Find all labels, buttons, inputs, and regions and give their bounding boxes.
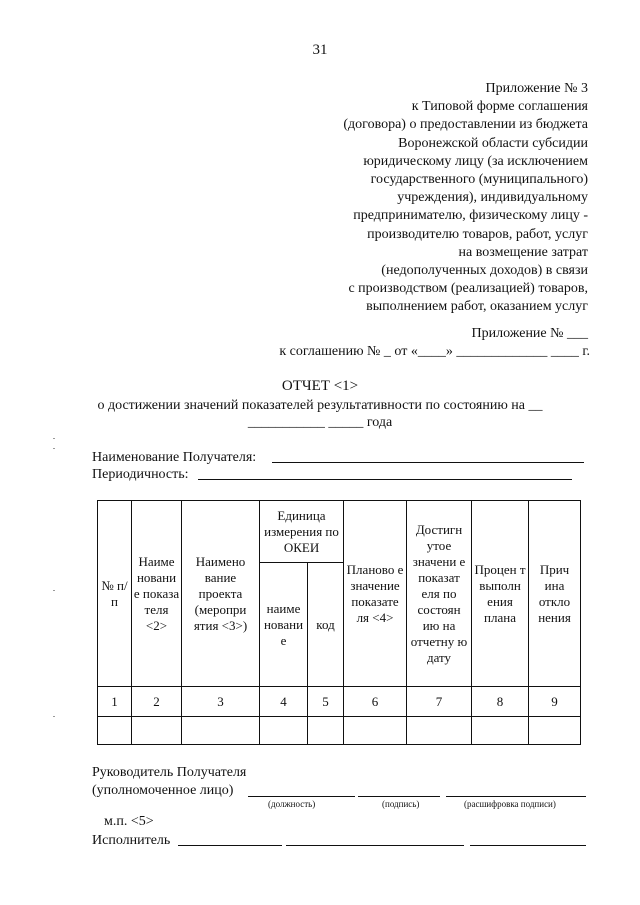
binding-mark [53,448,55,449]
header-cell: Достигн утое значени е показат еля по состоян ию на отчетну ю дату [407,501,472,687]
signature-caption: (подпись) [382,799,420,809]
number-cell: 1 [98,687,132,717]
header-cell: № п/п [98,501,132,687]
page-number: 31 [312,42,328,58]
header-cell: Процен т выполн ения плана [472,501,529,687]
table-number-row [98,687,581,717]
appendix-line: к Типовой форме соглашения [411,99,588,115]
binding-mark [53,590,55,591]
number-cell: 2 [132,687,182,717]
executor-label: Исполнитель [92,833,171,848]
appendix-line: государственного (муниципального) [370,172,588,188]
header-cell: Наиме новани е показа теля <2> [132,501,182,687]
position-caption: (должность) [268,799,316,809]
number-cell: 4 [260,687,308,717]
head-label: Руководитель Получателя [92,765,247,780]
header-cell: Единица измерения по ОКЕИ [260,501,344,563]
appendix-line: (недополученных доходов) в связи [381,263,588,279]
table-cell[interactable] [132,717,182,745]
subtitle-line: ___________ _____ года [247,415,393,430]
table-cell[interactable] [182,717,260,745]
subtitle-line: о достижении значений показателей результативности по состоянию на __ [97,398,543,413]
table-cell[interactable] [260,717,308,745]
recipient-field[interactable] [272,449,584,463]
appendix-line: учреждения), индивидуальному [397,190,588,206]
appendix-reference: Приложение № ___ [471,326,588,341]
header-cell: Планово е значение показате ля <4> [344,501,407,687]
appendix-line: Воронежской области субсидии [398,135,588,151]
table-cell[interactable] [98,717,132,745]
appendix-line: производителю товаров, работ, услуг [367,226,588,242]
table-cell[interactable] [529,717,581,745]
number-cell: 9 [529,687,581,717]
appendix-line: на возмещение затрат [458,244,588,260]
header-cell: Прич ина откло нения [529,501,581,687]
number-cell: 7 [407,687,472,717]
binding-mark [53,438,55,439]
report-subtitle [0,397,640,431]
agreement-reference: к соглашению № _ от «____» _____________ ____ г. [279,344,590,359]
position-field[interactable] [248,784,355,797]
signature-field[interactable] [358,784,440,797]
periodicity-label: Периодичность: [92,467,189,482]
periodicity-field[interactable] [198,466,572,480]
table-row [98,717,581,745]
table-cell[interactable] [472,717,529,745]
binding-mark [53,716,55,717]
signature-decode-caption: (расшифровка подписи) [464,799,556,809]
indicators-table [97,500,581,745]
number-cell: 3 [182,687,260,717]
table-cell[interactable] [308,717,344,745]
header-cell: наиме новани е [260,563,308,687]
header-cell: Наимено вание проекта (меропри ятия <3>) [182,501,260,687]
header-cell: код [308,563,344,687]
table-cell[interactable] [344,717,407,745]
recipient-label: Наименование Получателя: [92,450,257,465]
number-cell: 8 [472,687,529,717]
report-title: ОТЧЕТ <1> [281,378,359,394]
appendix-line: Приложение № 3 [485,81,588,96]
appendix-line: предпринимателю, физическому лицу - [353,208,588,224]
appendix-header [288,80,588,317]
authorized-person-label: (уполномоченное лицо) [92,783,234,798]
signature-decode-field[interactable] [446,784,586,797]
table-header-row [98,501,581,563]
executor-name-field[interactable] [286,833,464,846]
number-cell: 6 [344,687,407,717]
appendix-line: с производством (реализацией) товаров, [348,281,588,297]
number-cell: 5 [308,687,344,717]
table-cell[interactable] [407,717,472,745]
appendix-line: юридическому лицу (за исключением [363,153,588,169]
appendix-line: (договора) о предоставлении из бюджета [343,117,588,133]
stamp-label: м.п. <5> [104,814,154,829]
executor-phone-field[interactable] [470,833,586,846]
executor-position-field[interactable] [178,833,282,846]
appendix-line: выполнением работ, оказанием услуг [366,299,588,315]
